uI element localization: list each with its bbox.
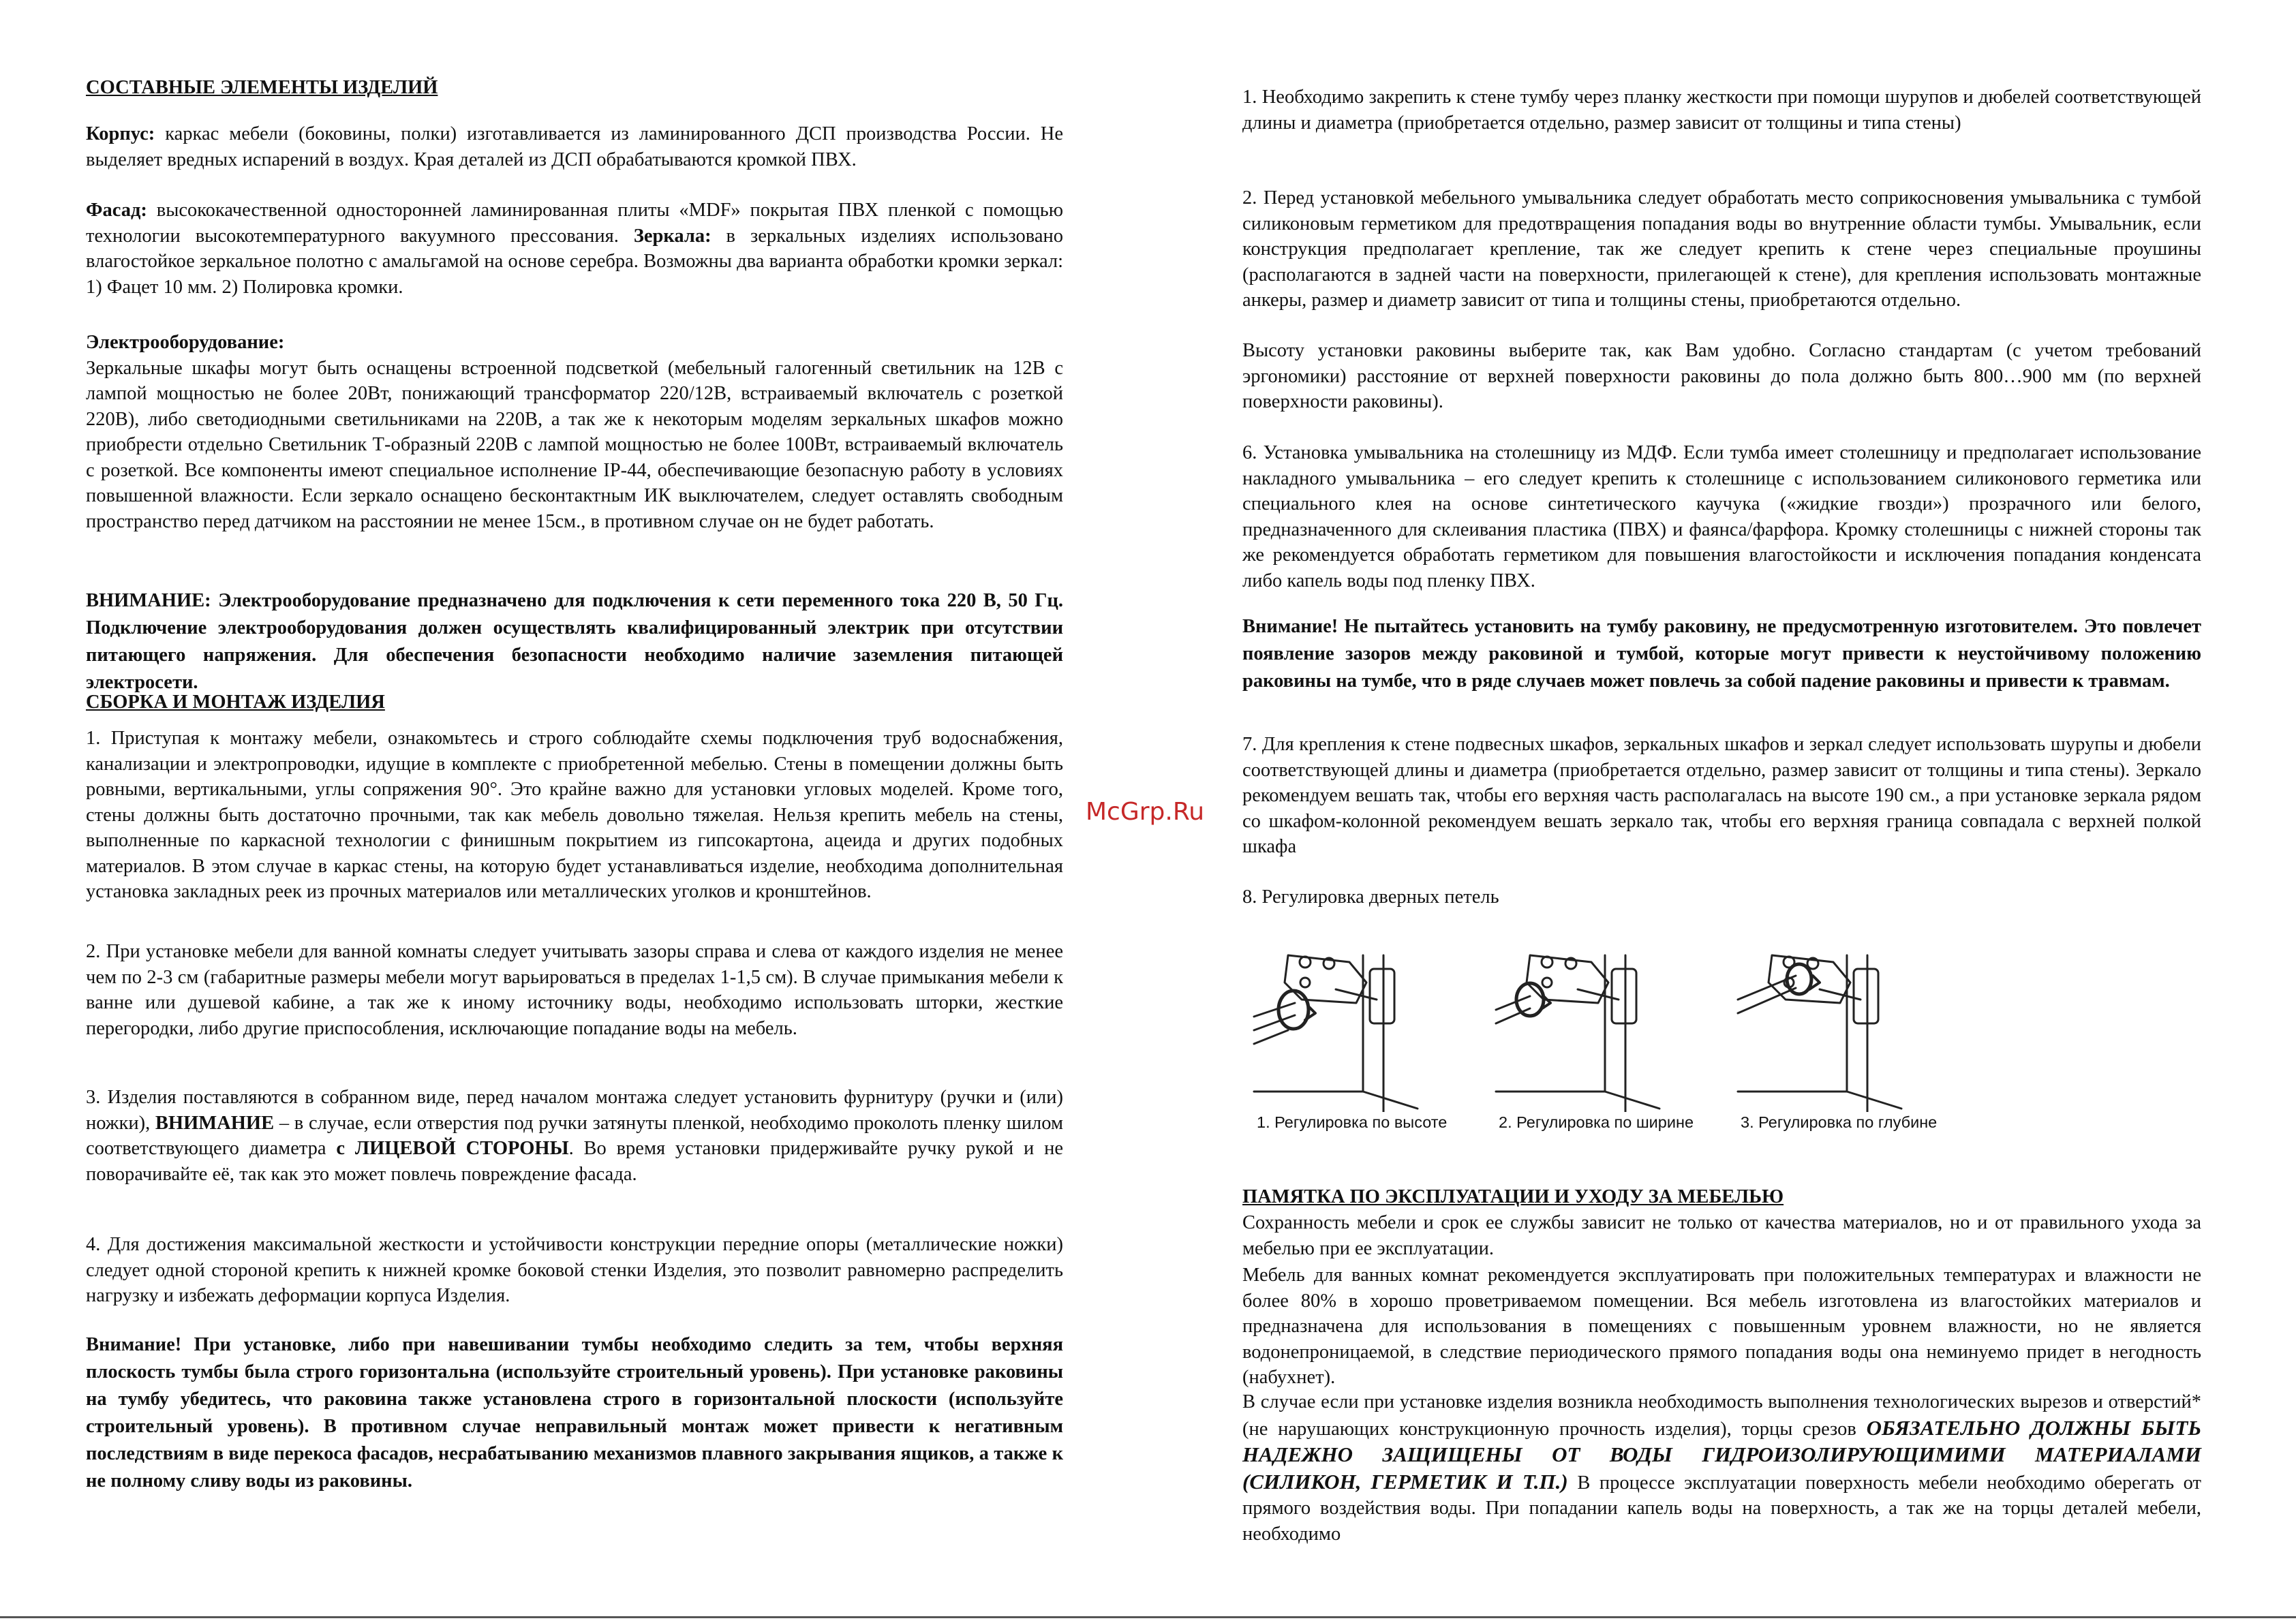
care-paragraph-2: Мебель для ванных комнат рекомендуется эксплуатировать при положительных температурах и влажности не более 80% в хорошо проветриваемом помещении. Вся мебель изготовлена из влагостойких материалов и предназначена для использования в помещениях с повышенным уровнем влажности, но не является водонепроницаемой, в следствие периодического прямого попадания воды она неминуемо придет в негодность (набухнет). — [1242, 1265, 2201, 1388]
right-item-6: 6. Установка умывальника на столешницу из МДФ. Если тумба имеет столешницу и предполагает использование накладного умывальника – его следует крепить к столешнице с использованием силиконового герметика или специального клея на основе синтетического каучука («жидкие гвозди») прозрачного или белого, предназначенного для склеивания пластика (ПВХ) и фаянса/фарфора. Кромку столешницы с нижней стороны так же рекомендуется обработать герметиком для повышения влагостойкости и исключения попадания конденсата либо капель воды под пленку ПВХ. — [1242, 442, 2201, 591]
assembly-item-4: 4. Для достижения максимальной жесткости и устойчивости конструкции передние опоры (металлические ножки) следует одной стороной крепить к нижней кромке боковой стенки Изделия, это позволит равномерно распределить нагрузку и избежать деформации корпуса Изделия. — [86, 1234, 1063, 1306]
care-paragraph-1: Сохранность мебели и срок ее службы зависит не только от качества материалов, но и от правильного ухода за мебелью при ее эксплуатации. — [1242, 1212, 2201, 1259]
watermark: McGrp.Ru — [1086, 798, 1205, 826]
right-item-8: 8. Регулировка дверных петель — [1242, 886, 1499, 908]
text-korpus: каркас мебели (боковины, полки) изготавливается из ламинированного ДСП производства России. Не выделяет вредных испарений в воздух. Края деталей из ДСП обрабатываются кромкой ПВХ. — [86, 123, 1063, 170]
hinge-adjustment-figure — [1247, 935, 1956, 1139]
text-electro: Зеркальные шкафы могут быть оснащены встроенной подсветкой (мебельный галогенный светильник на 12В с лампой мощностью не более 20Вт, понижающий трансформатор 220/12В, встраиваемый включатель с розеткой 220В), либо светодиодными светильниками на 220В, а так же к некоторым моделям зеркальных шкафов можно приобрести отдельно Светильник Т-образный 220В с лампой мощностью не более 100Вт, встраиваемый включатель с розеткой. Все компоненты имеют специальное исполнение IP-44, обеспечивающие безопасную работу в условиях повышенной влажности. Если зеркало оснащено бесконтактным ИК выключателем, следует оставлять свободным пространство перед датчиком на расстоянии не менее 15см., в противном случае он не будет работать. — [86, 357, 1063, 532]
heading-assembly: СБОРКА И МОНТАЖ ИЗДЕЛИЯ — [86, 692, 385, 713]
label-electro: Электрооборудование: — [86, 332, 285, 353]
hinge-height-illustration — [1254, 955, 1418, 1112]
caption-height: 1. Регулировка по высоте — [1257, 1113, 1448, 1131]
hinge-depth-illustration — [1738, 955, 1901, 1112]
label-zerkala: Зеркала: — [633, 225, 711, 247]
face-side-label: с ЛИЦЕВОЙ СТОРОНЫ — [336, 1138, 569, 1159]
text-zerkala: в зеркальных изделиях использовано влагостойкое зеркальное полотно с амальгамой на основе серебра. Возможны два варианта обработки кромки зеркал: 1) Фацет 10 мм. 2) Полировка кромки. — [86, 225, 1063, 298]
heading-components: СОСТАВНЫЕ ЭЛЕМЕНТЫ ИЗДЕЛИЙ — [86, 77, 438, 98]
label-korpus: Корпус: — [86, 123, 155, 144]
paragraph-korpus — [86, 121, 1063, 172]
assembly-item-4-warning: Внимание! При установке, либо при навешивании тумбы необходимо следить за тем, чтобы верхняя плоскость тумбы была строго горизонтальна (используйте строительный уровень). При установке раковины на тумбу убедитесь, что раковина также установлена строго в горизонтальной плоскости (используйте строительный уровень). В противном случае неправильный монтаж может привести к негативным последствиям в виде перекоса фасадов, несрабатыванию механизмов плавного закрывания ящиков, а также к не полному сливу воды из раковины. — [86, 1334, 1063, 1491]
hinge-illustrations — [1247, 935, 1956, 1112]
assembly-item-3: 3. Изделия поставляются в собранном виде, перед началом монтажа следует установить фурнитуру (ручки и (или) ножки), ВНИМАНИЕ – в случае, если отверстия под ручки затянуты пленкой, необходимо проколоть пленку шилом соответствующего диаметра с ЛИЦЕВОЙ СТОРОНЫ. Во время установки придерживайте ручку рукой и не поворачивайте её, так как это может повлечь повреждение фасада. — [86, 1087, 1064, 1185]
attention-label: ВНИМАНИЕ — [155, 1112, 275, 1134]
bottom-rule — [0, 1616, 2296, 1618]
hinge-width-illustration — [1496, 955, 1659, 1112]
text-fasad: высококачественной односторонней ламинированная плиты «MDF» покрытая ПВХ пленкой с помощью технологии высокотемпературного вакуумного прессования. — [86, 200, 1064, 247]
right-item-6-warning: Внимание! Не пытайтесь установить на тумбу раковину, не предусмотренную изготовителем. Это повлечет появление зазоров между раковиной и тумбой, которые могут привести к неустойчивому положению раковины на тумбе, что в ряде случаев может повлечь за собой падение раковины и привести к травмам. — [1242, 616, 2201, 692]
right-item-1: 1. Необходимо закрепить к стене тумбу через планку жесткости при помощи шурупов и дюбелей соответствующей длины и диаметра (приобретается отдельно, размер зависит от толщины и типа стены) — [1242, 87, 2201, 134]
caption-depth: 3. Регулировка по глубине — [1741, 1113, 1938, 1131]
right-item-7: 7. Для крепления к стене подвесных шкафов, зеркальных шкафов и зеркал следует использовать шурупы и дюбели соответствующей длины и диаметра (приобретается отдельно, размер зависит от толщины и типа стены). Зеркало рекомендуем вешать так, чтобы его верхняя часть располагалась на высоте 190 см., а при установке зеркала рядом со шкафом-колонной рекомендуем вешать зеркало так, чтобы его верхняя граница совпадала с верхней полкой шкафа — [1242, 734, 2201, 857]
heading-care: ПАМЯТКА ПО ЭКСПЛУАТАЦИИ И УХОДУ ЗА МЕБЕЛЬЮ — [1242, 1186, 1784, 1207]
right-item-2b: Высоту установки раковины выберите так, как Вам удобно. Согласно стандартам (с учетом требований эргономики) расстояние от верхней поверхности раковины до пола должно быть 800…900 мм (по верхней поверхности раковины). — [1242, 340, 2201, 412]
paragraph-electro — [86, 330, 1063, 534]
right-item-2: 2. Перед установкой мебельного умывальника следует обработать место соприкосновения умывальника с тумбой силиконовым герметиком для предотвращения попадания воды во внутренние области тумбы. Умывальник, если конструкция предполагает крепление, так же следует крепить к стене через специальные проушины (располагаются в задней части на поверхности, прилегающей к стене), для крепления использовать монтажные анкеры, размер и диаметр зависит от типа и толщины стены, приобретаются отдельно. — [1242, 187, 2201, 311]
care-emphasis: ОБЯЗАТЕЛЬНО ДОЛЖНЫ БЫТЬ НАДЕЖНО ЗАЩИЩЕНЫ ОТ ВОДЫ ГИДРОИЗОЛИРУЮЩИМИМИ МАТЕРИАЛАМИ (СИЛИКОН, ГЕРМЕТИК И Т.П.) — [1242, 1415, 2201, 1494]
care-paragraph-3: В случае если при установке изделия возникла необходимость выполнения технологических вырезов и отверстий* (не нарушающих конструкционную прочность изделия), торцы срезов ОБЯЗАТЕЛЬНО ДОЛЖНЫ БЫТЬ НАДЕЖНО ЗАЩИЩЕНЫ ОТ ВОДЫ ГИДРОИЗОЛИРУЮЩИМИМИ МАТЕРИАЛАМИ (СИЛИКОН, ГЕРМЕТИК И Т.П.) В процессе эксплуатации поверхность мебели необходимо оберегать от прямого воздействия воды. При попадании капель воды на поверхность, а так же на торцы деталей мебели, необходимо — [1242, 1391, 2202, 1545]
electro-warning: ВНИМАНИЕ: Электрооборудование предназначено для подключения к сети переменного тока 220 В, 50 Гц. Подключение электрооборудования должен осуществлять квалифицированный электрик при отсутствии питающего напряжения. Для обеспечения безопасности необходимо наличие заземления питающей электросети. — [86, 590, 1063, 693]
label-fasad: Фасад: — [86, 200, 147, 221]
assembly-item-1: 1. Приступая к монтажу мебели, ознакомьтесь и строго соблюдайте схемы подключения труб водоснабжения, канализации и электропроводки, идущие в комплекте с приобретенной мебелью. Стены в помещении должны быть ровными, вертикальными, углы сопряжения 90°. Это крайне важно для установки угловых моделей. Кроме того, стены должны быть достаточно прочными, так как мебель довольно тяжелая. Нельзя крепить мебель на стены, выполненные по каркасной технологии с финишным покрытием из гипсокартона, ацеида и других подобных материалов. В этом случае в каркас стены, на которую будет устанавливаться изделие, необходима дополнительная установка закладных реек из прочных материалов или металлических уголков и кронштейнов. — [86, 728, 1063, 902]
assembly-item-2: 2. При установке мебели для ванной комнаты следует учитывать зазоры справа и слева от каждого изделия не менее чем по 2-3 см (габаритные размеры мебели могут варьироваться в пределах 1-1,5 см). В случае примыкания мебели к ванне или душевой кабине, а так же к иному источнику воды, необходимо использовать шторки, жесткие перегородки, либо другие приспособления, исключающие попадание воды на мебель. — [86, 941, 1063, 1039]
paragraph-fasad — [86, 198, 1063, 300]
caption-width: 2. Регулировка по ширине — [1499, 1113, 1694, 1131]
